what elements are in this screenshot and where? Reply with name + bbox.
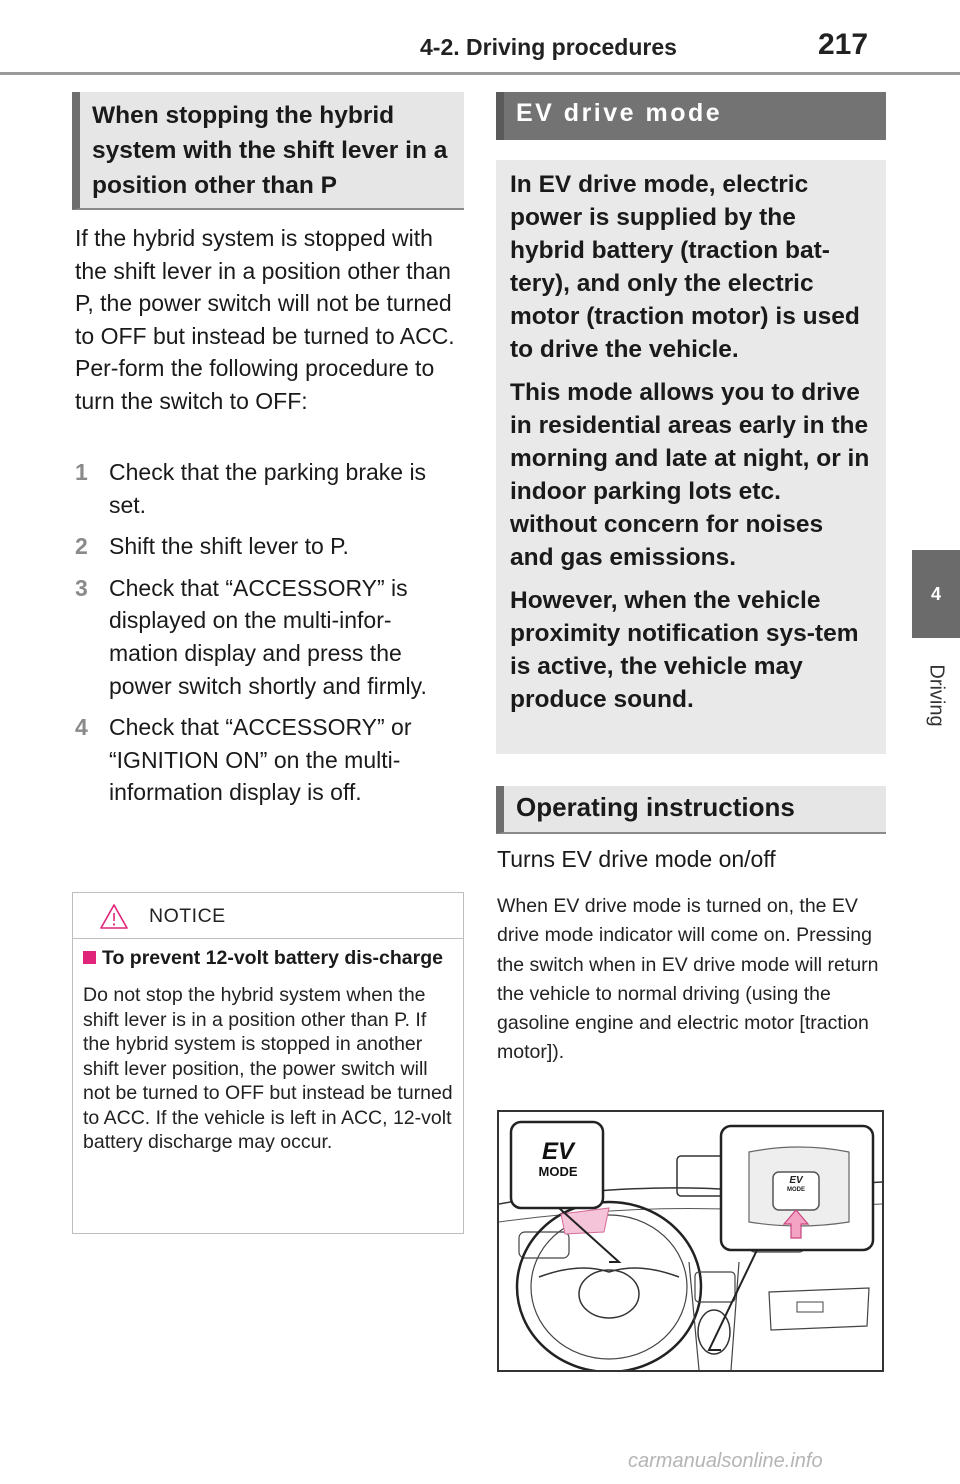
ev-description-box	[496, 160, 886, 754]
ev-mode-button-large	[535, 1140, 581, 1180]
page-number: 217	[818, 28, 869, 61]
step-text: Shift the shift lever to P.	[109, 533, 349, 560]
warning-triangle-icon	[99, 903, 129, 935]
step-item	[75, 530, 460, 563]
operating-title: Turns EV drive mode on/off	[497, 846, 776, 872]
step-number: 2	[75, 533, 88, 560]
ev-button-mode-label: MODE	[538, 1164, 578, 1179]
step-item	[75, 572, 460, 702]
notice-subheading-text: To prevent 12-volt battery dis-charge	[102, 947, 443, 969]
header-rule	[0, 72, 960, 75]
step-number: 3	[75, 574, 88, 601]
notice-label: NOTICE	[149, 905, 226, 927]
notice-header	[73, 893, 463, 939]
operating-instructions-heading: Operating instructions	[496, 786, 886, 834]
ev-button-ev-label: EV	[541, 1138, 574, 1165]
procedure-steps	[75, 456, 460, 818]
ev-paragraph: In EV drive mode, electric power is supplied by the hybrid battery (traction bat-tery), and only the electric motor (traction motor) is used to drive the vehicle.	[510, 171, 860, 363]
ev-drive-mode-heading: EV drive mode	[496, 92, 886, 140]
ev-paragraph: This mode allows you to drive in residential areas early in the morning and late at night, or in indoor parking lots etc. without concern for noises and gas emissions.	[510, 379, 870, 571]
notice-body: Do not stop the hybrid system when the shift lever is in a position other than P. If the hybrid system is stopped in another shift lever position, the power switch will not be turned to OFF but instead be turned to ACC. If the vehicle is left in ACC, 12-volt battery discharge may occur.	[83, 984, 453, 1153]
step-item	[75, 711, 460, 809]
ev-paragraph: However, when the vehicle proximity notification sys-tem is active, the vehicle may produce sound.	[510, 587, 859, 713]
notice-box	[72, 892, 464, 1234]
ev-small-mode-label: MODE	[787, 1187, 805, 1193]
ev-mode-button-small	[775, 1176, 817, 1194]
stopping-heading: When stopping the hybrid system with the shift lever in a position other than P	[72, 92, 464, 210]
dashboard-illustration	[497, 1110, 884, 1372]
watermark: carmanualsonline.info	[628, 1450, 823, 1472]
chapter-tab[interactable]: 4	[912, 550, 960, 638]
step-text: Check that “ACCESSORY” or “IGNITION ON” on the multi-information display is off.	[109, 714, 412, 806]
chapter-label	[912, 640, 960, 750]
step-text: Check that “ACCESSORY” is displayed on the multi-infor-mation display and press the power switch shortly and firmly.	[109, 574, 427, 699]
intro-paragraph: If the hybrid system is stopped with the shift lever in a position other than P, the power switch will not be turned to OFF but instead be turned to ACC. Per-form the following procedure to turn the switch to OFF:	[75, 225, 455, 414]
bullet-square-icon	[83, 951, 96, 964]
operating-body: When EV drive mode is turned on, the EV drive mode indicator will come on. Pressing the switch when in EV drive mode will return the vehicle to normal driving (using the gasoline engine and electric motor [traction motor]).	[497, 895, 879, 1064]
chapter-label-text: Driving	[925, 663, 948, 727]
step-item	[75, 456, 460, 521]
step-number: 4	[75, 714, 88, 741]
step-number: 1	[75, 459, 88, 485]
ev-small-ev-label: EV	[789, 1175, 803, 1186]
step-text: Check that the parking brake is set.	[109, 459, 427, 518]
notice-subheading	[73, 939, 463, 969]
section-title: 4-2. Driving procedures	[420, 34, 677, 60]
